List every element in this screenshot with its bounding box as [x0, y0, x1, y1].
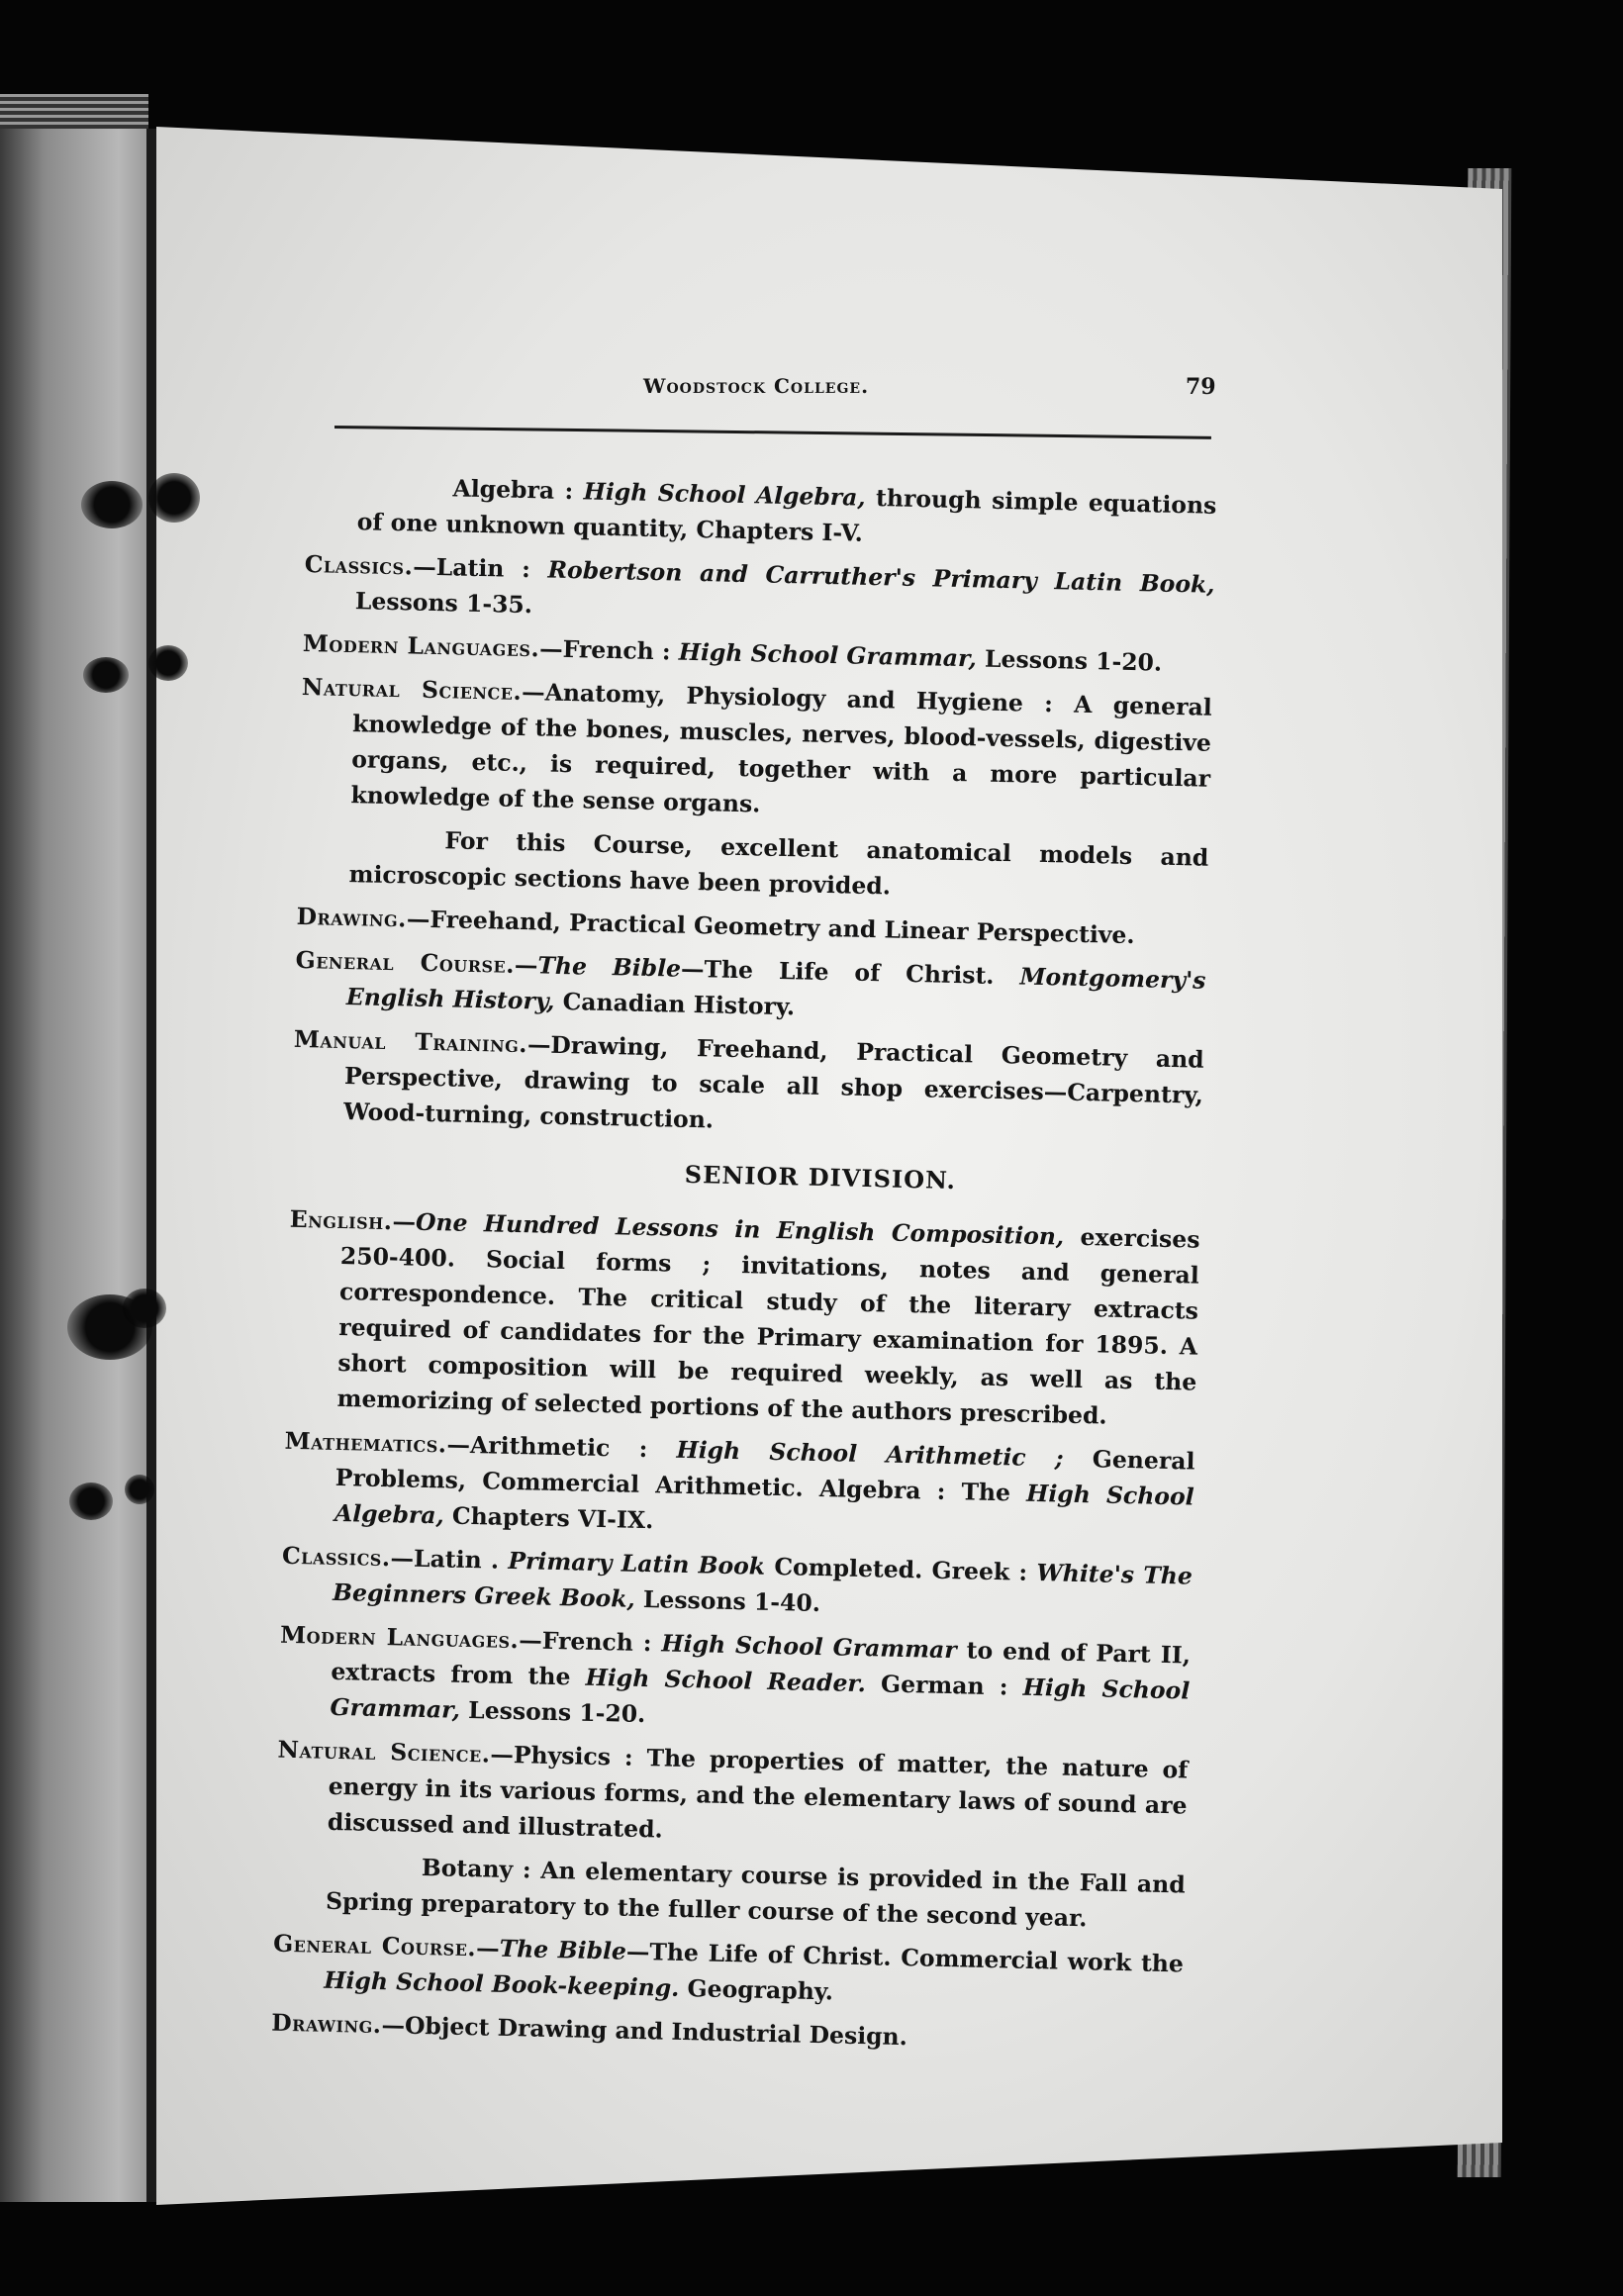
ink-blot	[148, 473, 200, 523]
mathematics-paragraph: Mathematics.—Arithmetic : High School Arithmetic ; General Problems, Commercial Arithmetic. Algebra : The High School Algebra, Chapters VI-IX.	[284, 1426, 1195, 1535]
senior-division-heading: SENIOR DIVISION.	[684, 1159, 957, 1196]
manual-training-paragraph: Manual Training.—Drawing, Freehand, Practical Geometry and Perspective, drawing to scale all shop exercises—Carpentry, Wood-turning, construction.	[293, 1024, 1204, 1134]
ink-blot	[125, 1475, 154, 1504]
ink-blot	[81, 481, 143, 528]
senior-modern-languages-paragraph: Modern Languages.—French : High School Grammar to end of Part II, extracts from the High School Reader. German : High School Grammar, Lessons 1-20.	[279, 1620, 1192, 1729]
page-header	[643, 374, 1237, 414]
senior-general-course-paragraph: General Course.—The Bible—The Life of Christ. Commercial work the High School Book-keeping. Geography.	[272, 1929, 1185, 2006]
science-note-paragraph: For this Course, excellent anatomical models and microscopic sections have been provided.	[348, 826, 1209, 901]
left-page-edge	[0, 94, 148, 134]
drawing-paragraph: Drawing.—Freehand, Practical Geometry and Linear Perspective.	[296, 902, 1135, 950]
ink-blot	[69, 1483, 113, 1520]
page-body	[271, 467, 1217, 2068]
ink-blot	[123, 1289, 166, 1328]
classics-paragraph: Classics.—Latin : Robertson and Carruther's Primary Latin Book, Lessons 1-35.	[304, 549, 1215, 620]
senior-natural-science-paragraph: Natural Science.—Physics : The properties of matter, the nature of energy in its various forms, and the elementary laws of sound are discussed and illustrated.	[277, 1735, 1189, 1844]
running-head: Woodstock College.	[643, 374, 870, 398]
general-course-paragraph: General Course.—The Bible—The Life of Christ. Montgomery's English History, Canadian History.	[295, 945, 1206, 1021]
left-page-margin	[0, 129, 148, 2202]
english-paragraph: English.—One Hundred Lessons in English Composition, exercises 250-400. Social forms ; invitations, notes and general correspondence. The critical study of the literary extracts required of candidates for the Primary examination for 1895. A short composition will be required weekly, as well as the memorizing of selected portions of the authors prescribed.	[289, 1204, 1200, 1430]
senior-drawing-paragraph: Drawing.—Object Drawing and Industrial Design.	[271, 2008, 908, 2052]
botany-paragraph: Botany : An elementary course is provided in the Fall and Spring preparatory to the fuller course of the second year.	[325, 1853, 1187, 1933]
natural-science-paragraph: Natural Science.—Anatomy, Physiology and Hygiene : A general knowledge of the bones, muscles, nerves, blood-vessels, digestive organs, etc., is required, together with a more particular knowledge of the sense organs.	[301, 672, 1213, 818]
page-gutter	[146, 129, 156, 2202]
ink-blot	[83, 657, 129, 693]
senior-classics-paragraph: Classics.—Latin . Primary Latin Book Completed. Greek : White's The Beginners Greek Book, Lessons 1-40.	[281, 1541, 1193, 1618]
modern-languages-paragraph: Modern Languages.—French : High School Grammar, Lessons 1-20.	[302, 628, 1163, 677]
page-number: 79	[1186, 374, 1216, 400]
ink-blot	[148, 645, 188, 681]
algebra-paragraph: Algebra : High School Algebra, through simple equations of one unknown quantity, Chapters I-V.	[356, 474, 1217, 547]
